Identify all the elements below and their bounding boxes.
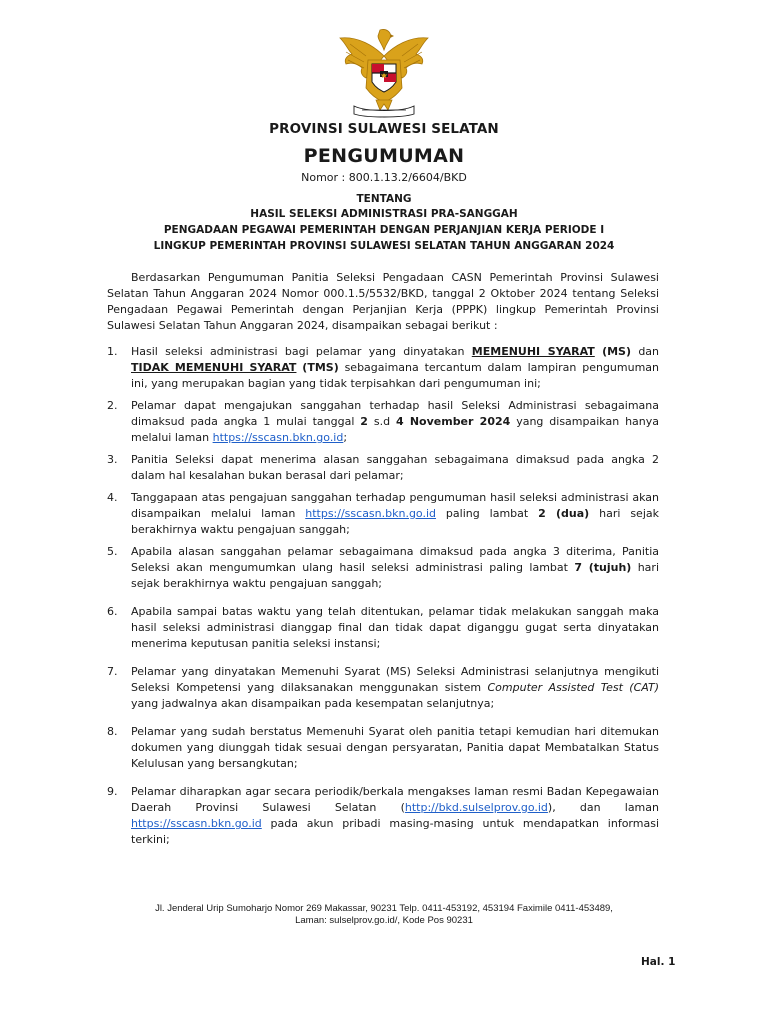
list-item: 7. Pelamar yang dinyatakan Memenuhi Syarat (MS) Seleksi Administrasi selanjutnya mengikuti Seleksi Kompetensi yang dilaksanakan menggunakan sistem Computer Assisted Test (CAT) yang jadwalnya akan disampaikan pada kesempatan selanjutnya; [107,665,660,710]
footer-address: Jl. Jenderal Urip Sumoharjo Nomor 269 Makassar, 90231 Telp. 0411-453192, 453194 Faximile 0411-453489, [155,903,613,914]
sscasn-link[interactable]: https://sscasn.bkn.go.id [131,817,262,830]
announcement-list [107,344,659,854]
memenuhi-syarat-term: MEMENUHI SYARAT [471,345,595,358]
sscasn-link[interactable]: https://sscasn.bkn.go.id [305,507,437,520]
subtitle-line-1: HASIL SELEKSI ADMINISTRASI PRA-SANGGAH [250,208,518,220]
subtitle-line-3: LINGKUP PEMERINTAH PROVINSI SULAWESI SELATAN TAHUN ANGGARAN 2024 [153,240,615,252]
sscasn-link[interactable]: https://sscasn.bkn.go.id [212,431,344,444]
list-item: 8. Pelamar yang sudah berstatus Memenuhi Syarat oleh panitia tetapi kemudian hari ditemukan dokumen yang diunggah tidak sesuai dengan persyaratan, Panitia dapat Membatalkan Status Kelulusan yang bersangkutan; [107,725,659,770]
list-item: 2. Pelamar dapat mengajukan sanggahan terhadap hasil Seleksi Administrasi sebagaimana dimaksud pada angka 1 mulai tanggal 2 s.d 4 November 2024 yang disampaikan hanya melalui laman https://sscasn.bkn.go.id; [107,399,660,444]
intro-paragraph: Berdasarkan Pengumuman Panitia Seleksi Pengadaan CASN Pemerintah Provinsi Sulawesi Selatan Tahun Anggaran 2024 Nomor 000.1.5/5532/BKD, tanggal 2 Oktober 2024 tentang Seleksi Pengadaan Pegawai Pemerintah dengan Perjanjian Kerja (PPPK) lingkup Pemerintah Provinsi Sulawesi Selatan Tahun Anggaran 2024, disampaikan sebagai berikut : [107,271,659,332]
document-number: Nomor : 800.1.13.2/6604/BKD [301,171,467,184]
footer-website: Laman: sulselprov.go.id/, Kode Pos 90231 [295,915,473,926]
list-item: 3. Panitia Seleksi dapat menerima alasan sanggahan sebagaimana dimaksud pada angka 2 dalam hal kesalahan bukan berasal dari pelamar; [107,453,659,482]
bkd-link[interactable]: http://bkd.sulselprov.go.id [404,801,548,814]
province-heading: PROVINSI SULAWESI SELATAN [269,121,499,137]
tentang-heading: TENTANG [356,193,412,205]
list-item: 5. Apabila alasan sanggahan pelamar sebagaimana dimaksud pada angka 3 diterima, Panitia Seleksi akan mengumumkan ulang hasil seleksi administrasi paling lambat 7 (tujuh) hari sejak berakhirnya waktu pengajuan sanggah; [107,545,659,590]
tidak-memenuhi-syarat-term: TIDAK MEMENUHI SYARAT [131,361,297,374]
list-item: 4. Tanggapaan atas pengajuan sanggahan terhadap pengumuman hasil seleksi administrasi akan disampaikan melalui laman https://sscasn.bkn.go.id paling lambat 2 (dua) hari sejak berakhirnya waktu pengajuan sanggah; [107,491,659,536]
list-item: 1. Hasil seleksi administrasi bagi pelamar yang dinyatakan MEMENUHI SYARAT (MS) dan TIDAK MEMENUHI SYARAT (TMS) sebagaimana tercantum dalam lampiran pengumuman ini, yang merupakan bagian yang tidak terpisahkan dari pengumuman ini; [107,345,660,390]
garuda-pancasila-emblem-icon [336,26,432,118]
list-item: 6. Apabila sampai batas waktu yang telah ditentukan, pelamar tidak melakukan sanggah maka hasil seleksi administrasi dianggap final dan tidak dapat diganggu gugat serta dinyatakan menerima keputusan panitia seleksi instansi; [107,605,659,650]
subtitle-line-2: PENGADAAN PEGAWAI PEMERINTAH DENGAN PERJANJIAN KERJA PERIODE I [163,224,605,236]
document-title: PENGUMUMAN [303,145,465,167]
list-item: 9. Pelamar diharapkan agar secara periodik/berkala mengakses laman resmi Badan Kepegawaian Daerah Provinsi Sulawesi Selatan (http://bkd.sulselprov.go.id), dan laman https://sscasn.bkn.go.id pada akun pribadi masing-masing untuk mendapatkan informasi terkini; [107,785,659,846]
page-number: Hal. 1 [641,956,676,968]
